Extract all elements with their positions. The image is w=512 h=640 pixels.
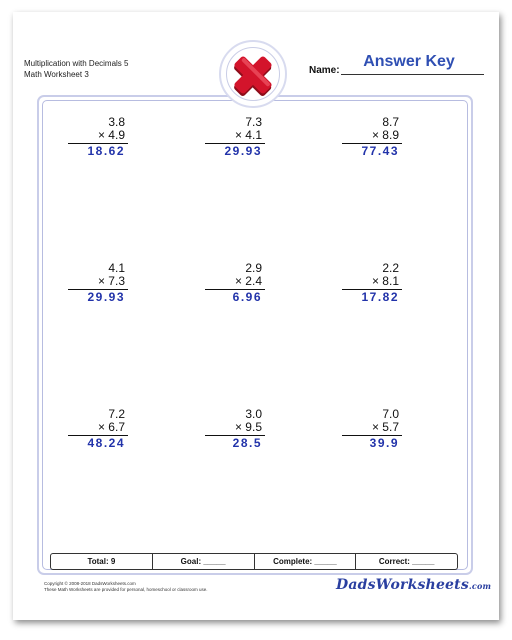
answer: 18.62 bbox=[87, 144, 125, 158]
problem-4 bbox=[68, 262, 128, 304]
name-label: Name: bbox=[309, 65, 340, 76]
multiplier: × 8.9 bbox=[342, 129, 402, 144]
multiplier: × 9.5 bbox=[205, 421, 265, 436]
multiplicand: 2.2 bbox=[382, 261, 399, 275]
multiplicand: 3.0 bbox=[245, 407, 262, 421]
copyright bbox=[44, 581, 208, 593]
problem-8 bbox=[205, 408, 265, 450]
problem-1 bbox=[68, 116, 128, 158]
complete-cell: Complete: _____ bbox=[255, 554, 357, 569]
problem-9 bbox=[342, 408, 402, 450]
answer: 29.93 bbox=[224, 144, 262, 158]
name-line bbox=[341, 74, 484, 75]
multiplicand: 8.7 bbox=[382, 115, 399, 129]
multiplicand: 3.8 bbox=[108, 115, 125, 129]
answer: 17.82 bbox=[361, 290, 399, 304]
multiplier: × 2.4 bbox=[205, 275, 265, 290]
answer: 39.9 bbox=[369, 436, 399, 450]
answer: 48.24 bbox=[87, 436, 125, 450]
correct-cell: Correct: _____ bbox=[378, 557, 435, 566]
answer: 29.93 bbox=[87, 290, 125, 304]
multiplicand: 7.0 bbox=[382, 407, 399, 421]
worksheet-title bbox=[24, 58, 128, 80]
goal-cell: Goal: _____ bbox=[153, 554, 255, 569]
title-line-1: Multiplication with Decimals 5 bbox=[24, 59, 129, 68]
total-cell: Total: 9 bbox=[51, 554, 153, 569]
copyright-line-1: Copyright © 2008-2018 DadsWorksheets.com bbox=[44, 581, 136, 586]
multiplier: × 8.1 bbox=[342, 275, 402, 290]
multiplier: × 6.7 bbox=[68, 421, 128, 436]
problem-7 bbox=[68, 408, 128, 450]
multiplier: × 4.9 bbox=[68, 129, 128, 144]
problem-6 bbox=[342, 262, 402, 304]
multiplier: × 4.1 bbox=[205, 129, 265, 144]
badge bbox=[219, 40, 287, 108]
brand-suffix: .com bbox=[468, 581, 492, 591]
multiplier: × 5.7 bbox=[342, 421, 402, 436]
answer: 77.43 bbox=[361, 144, 399, 158]
brand-name: DadsWorksheets bbox=[336, 577, 469, 593]
score-footer bbox=[50, 553, 458, 570]
title-line-2: Math Worksheet 3 bbox=[24, 70, 89, 79]
copyright-line-2: These Math Worksheets are provided for personal, homeschool or classroom use. bbox=[44, 587, 208, 592]
multiplicand: 4.1 bbox=[108, 261, 125, 275]
brand-logo[interactable] bbox=[336, 577, 491, 593]
red-x-icon bbox=[221, 42, 285, 106]
problem-3 bbox=[342, 116, 402, 158]
answer: 6.96 bbox=[232, 290, 262, 304]
problem-2 bbox=[205, 116, 265, 158]
multiplicand: 7.2 bbox=[108, 407, 125, 421]
answer: 28.5 bbox=[232, 436, 262, 450]
problem-5 bbox=[205, 262, 265, 304]
multiplicand: 7.3 bbox=[245, 115, 262, 129]
multiplicand: 2.9 bbox=[245, 261, 262, 275]
problems-frame bbox=[37, 95, 473, 575]
answer-key-text: Answer Key bbox=[363, 53, 455, 70]
multiplier: × 7.3 bbox=[68, 275, 128, 290]
